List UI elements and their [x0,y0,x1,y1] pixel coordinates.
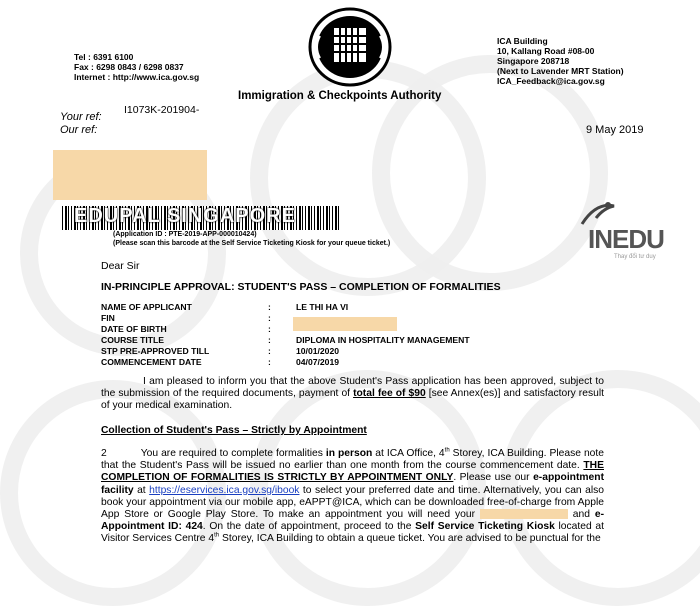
header-address: ICA Building 10, Kallang Road #08-00 Singapore 208718 (Next to Lavender MRT Station) ICA_Feedback@ica.gov.sg [497,36,624,86]
redacted-fin-dob [293,317,397,331]
application-id: (Application ID : PTE-2019-APP-000010424) [113,231,257,238]
field-row-fin: FIN : [101,313,271,323]
header-fax: Fax : 6298 0843 / 6298 0837 [74,62,184,72]
redacted-address [53,150,207,200]
field-row-course: COURSE TITLE : DIPLOMA IN HOSPITALITY MANAGEMENT [101,335,470,345]
inedu-logo: INEDU Thay đổi tư duy [578,196,700,276]
header-internet: Internet : http://www.ica.gov.sg [74,72,200,82]
our-ref-label: Our ref: [60,124,98,136]
paragraph-collection: 2 You are required to complete formalities in person at ICA Office, 4th Storey, ICA Building. Please note that the Student's Pass will be issued no earlier than one month from the course commencement date. THE COMPLETION OF FORMALITIES IS STRICTLY BY APPOINTMENT ONLY. Please use our e-appointment facility at https://eservices.ica.gov.sg/ibook to select your preferred date and time. Alternatively, you can also book your appointment via our mobile app, eAPPT@ICA, which can be downloaded free-of-charge from Apple App Store or Google Play Store. To make an appointment you will need your and e-Appointment ID: 424. On the date of appointment, proceed to the Self Service Ticketing Kiosk located at Visitor Services Centre 4th Storey, ICA Building to obtain a queue ticket. You are advised to be punctual for the [101,447,604,545]
field-row-name: NAME OF APPLICANT : LE THI HA VI [101,302,349,312]
field-row-commencement: COMMENCEMENT DATE : 04/07/2019 [101,357,340,367]
letter-subject: IN-PRINCIPLE APPROVAL: STUDENT'S PASS – COMPLETION OF FORMALITIES [101,281,501,293]
salutation: Dear Sir [101,260,140,272]
paragraph-approval: I am pleased to inform you that the above Student's Pass application has been approved, subject to the submission of the required documents, payment of total fee of $90 [see Annex(es)] and satisfactory result of your medical examination. [101,376,604,412]
field-row-dob: DATE OF BIRTH : [101,324,271,334]
section-title-collection: Collection of Student's Pass – Strictly by Appointment [101,425,367,436]
your-ref-value: I1073K-201904- [124,104,200,116]
letter-date: 9 May 2019 [586,124,644,136]
redacted-inline [480,509,568,519]
ibook-link[interactable]: https://eservices.ica.gov.sg/ibook [149,484,300,496]
authority-name: Immigration & Checkpoints Authority [238,90,442,102]
barcode-instruction: (Please scan this barcode at the Self Service Ticketing Kiosk for your queue ticket.) [113,240,391,247]
field-row-stp: STP PRE-APPROVED TILL : 10/01/2020 [101,346,340,356]
header-tel: Tel : 6391 6100 [74,52,134,62]
your-ref-label: Your ref: [60,111,102,123]
barcode-overlay-text: EDUPAL SINGAPORE [74,205,296,227]
ica-crest-logo [306,6,394,88]
